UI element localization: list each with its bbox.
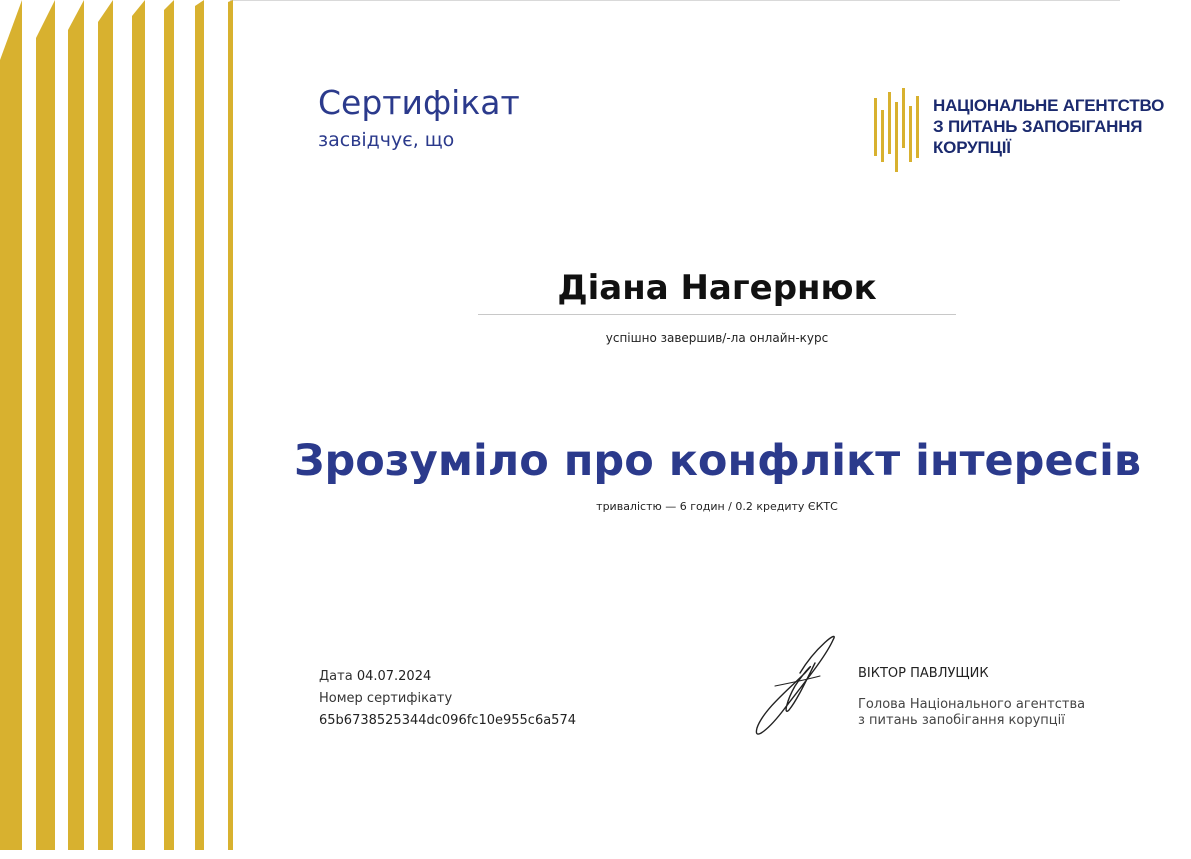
certificate-subtitle: засвідчує, що xyxy=(318,129,455,151)
signer-name: ВІКТОР ПАВЛУЩИК xyxy=(858,666,989,681)
certificate-meta xyxy=(319,666,576,732)
gold-stripe xyxy=(228,0,233,850)
completion-text: успішно завершив/-ла онлайн-курс xyxy=(605,331,829,345)
title-block xyxy=(318,83,520,151)
certificate-title: Сертифікат xyxy=(318,83,520,122)
course-title: Зрозуміло про конфлікт інтересів xyxy=(293,436,1142,486)
gold-stripe xyxy=(132,0,145,850)
certificate-number-label: Номер сертифікату xyxy=(319,691,453,706)
signer-block xyxy=(858,666,1085,729)
gold-stripe xyxy=(36,0,55,850)
date-label: Дата xyxy=(319,669,353,684)
date-value: 04.07.2024 xyxy=(356,669,432,684)
gold-stripe xyxy=(164,0,174,850)
signer-role-line2: з питань запобігання корупції xyxy=(858,713,1065,728)
recipient-underline xyxy=(478,314,956,315)
gold-stripe xyxy=(0,0,22,850)
course-duration: тривалістю — 6 годин / 0.2 кредиту ЄКТС xyxy=(596,500,838,513)
top-border-line xyxy=(230,0,1120,1)
signer-role-line1: Голова Національного агентства xyxy=(858,697,1086,712)
signature-image xyxy=(745,628,850,743)
agency-name-line1: НАЦІОНАЛЬНЕ АГЕНТСТВО xyxy=(933,96,1165,115)
gold-stripe xyxy=(195,0,204,850)
certificate-number-value: 65b6738525344dc096fc10e955c6a574 xyxy=(319,713,576,728)
signer-role xyxy=(858,697,1085,729)
agency-name-line3: КОРУПЦІЇ xyxy=(933,138,1011,157)
agency-name xyxy=(933,95,1164,158)
agency-name-line2: З ПИТАНЬ ЗАПОБІГАННЯ xyxy=(933,117,1143,136)
gold-stripe xyxy=(98,0,113,850)
date-row xyxy=(319,666,576,688)
gold-stripes-decoration xyxy=(0,0,240,850)
recipient-name: Діана Нагернюк xyxy=(557,268,877,308)
gold-stripe xyxy=(68,0,84,850)
